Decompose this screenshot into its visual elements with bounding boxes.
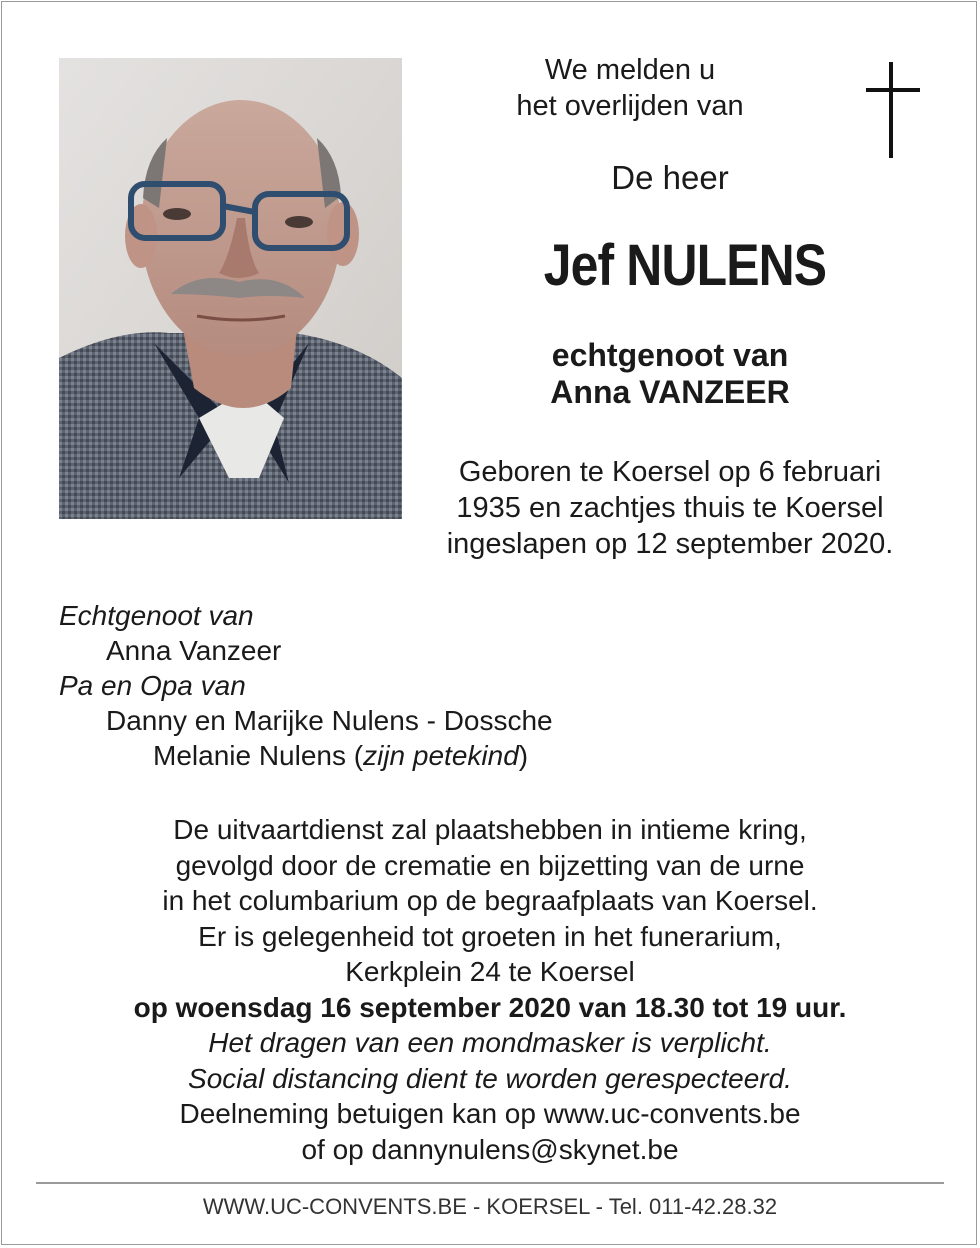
born-line-2: 1935 en zachtjes thuis te Koersel — [456, 492, 884, 524]
announcement — [470, 52, 790, 124]
footer-contact: WWW.UC-CONVENTS.BE - KOERSEL - Tel. 011-42.28.32 — [202, 1194, 778, 1219]
service-line: in het columbarium op de begraafplaats van Koersel. — [162, 885, 818, 916]
family-list — [59, 598, 553, 773]
service-line: gevolgd door de crematie en bijzetting van de urne — [175, 849, 805, 881]
distancing-notice: Social distancing dient te worden gerespecteerd. — [188, 1062, 792, 1094]
spouse-line-2: Anna VANZEER — [550, 374, 790, 410]
announcement-line-2: het overlijden van — [516, 90, 744, 122]
cross-icon — [864, 62, 922, 158]
family-role-spouse: Echtgenoot van — [59, 600, 254, 631]
family-role-children: Pa en Opa van — [59, 670, 246, 701]
spouse-block — [430, 337, 910, 411]
condolence-website: Deelneming betuigen kan op www.uc-convents.be — [179, 1098, 801, 1129]
born-line-3: ingeslapen op 12 september 2020. — [446, 528, 894, 560]
footer-divider — [36, 1182, 944, 1184]
service-line: Kerkplein 24 te Koersel — [345, 956, 635, 987]
born-line-1: Geboren te Koersel op 6 februari — [458, 456, 882, 488]
family-member-note: zijn petekind — [363, 740, 519, 771]
family-member — [59, 738, 553, 773]
service-details — [40, 812, 940, 1167]
visitation-time: op woensdag 16 september 2020 van 18.30 tot 19 uur. — [133, 991, 847, 1023]
service-line: De uitvaartdienst zal plaatshebben in intieme kring, — [173, 814, 807, 845]
birth-death-block — [420, 454, 920, 562]
condolence-email: of op dannynulens@skynet.be — [301, 1133, 679, 1165]
deceased-name: Jef NULENS — [543, 233, 827, 298]
service-line: Er is gelegenheid tot groeten in het funerarium, — [198, 920, 782, 952]
honorific: De heer — [611, 159, 729, 196]
portrait-photo — [59, 58, 402, 519]
family-member-close: ) — [518, 740, 529, 771]
family-member-name: Melanie Nulens ( — [153, 740, 364, 771]
announcement-line-1: We melden u — [544, 54, 716, 86]
spouse-line-1: echtgenoot van — [551, 337, 789, 373]
family-member: Anna Vanzeer — [106, 635, 282, 666]
family-member: Danny en Marijke Nulens - Dossche — [106, 705, 553, 736]
mask-notice: Het dragen van een mondmasker is verplicht. — [208, 1027, 772, 1058]
